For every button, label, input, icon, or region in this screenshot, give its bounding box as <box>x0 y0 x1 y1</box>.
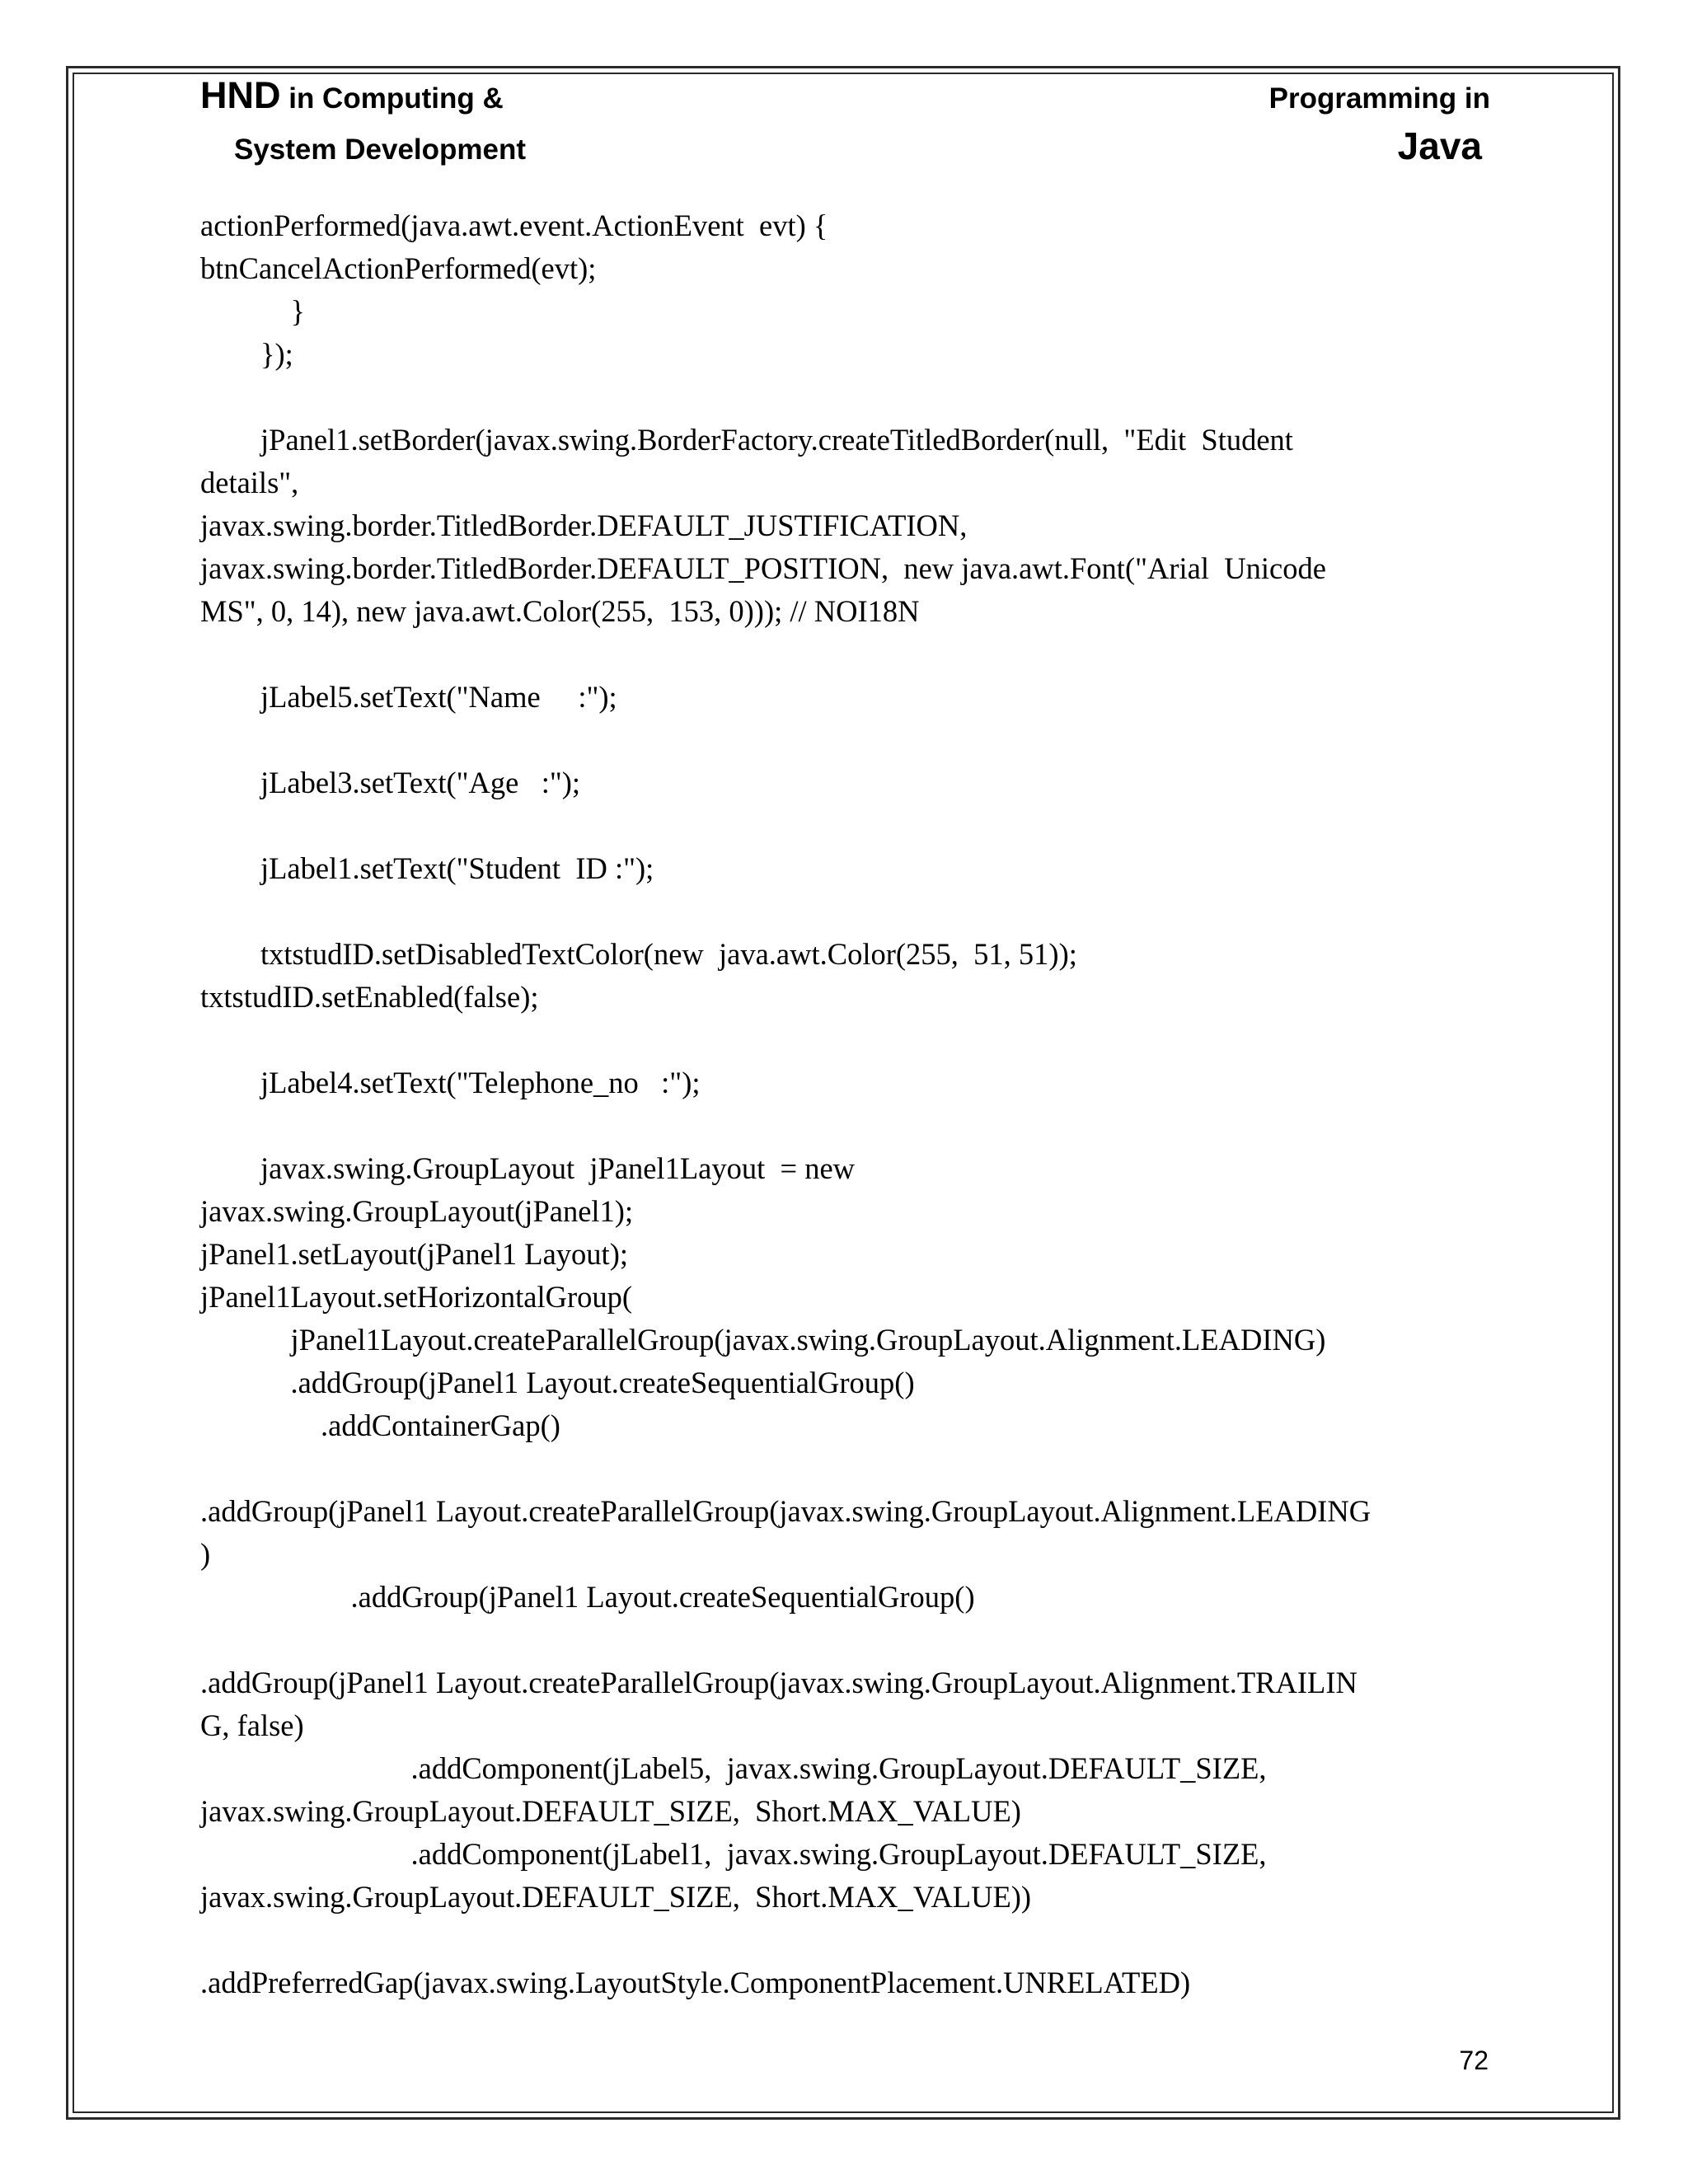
code-line <box>200 1919 1486 1961</box>
code-line: javax.swing.border.TitledBorder.DEFAULT_POSITION, new java.awt.Font("Arial Unicode <box>200 551 1326 585</box>
code-line: jPanel1.setLayout(jPanel1 Layout); <box>200 1237 628 1271</box>
code-line: jPanel1Layout.createParallelGroup(javax.swing.GroupLayout.Alignment.LEADING) <box>200 1323 1326 1357</box>
code-line: jLabel5.setText("Name :"); <box>200 680 617 714</box>
code-line: .addComponent(jLabel1, javax.swing.GroupLayout.DEFAULT_SIZE, <box>200 1837 1267 1871</box>
code-line: javax.swing.GroupLayout.DEFAULT_SIZE, Short.MAX_VALUE)) <box>200 1880 1032 1914</box>
code-line: ) <box>200 1537 211 1571</box>
code-line <box>200 1104 1486 1147</box>
code-line: G, false) <box>200 1708 304 1742</box>
code-line: .addPreferredGap(javax.swing.LayoutStyle.ComponentPlacement.UNRELATED) <box>200 1966 1191 1999</box>
code-line: .addGroup(jPanel1 Layout.createParallelGroup(javax.swing.GroupLayout.Alignment.LEADING <box>200 1494 1372 1528</box>
code-line: jLabel4.setText("Telephone_no :"); <box>200 1066 701 1099</box>
code-line <box>200 1019 1486 1062</box>
code-line: jLabel1.setText("Student ID :"); <box>200 851 654 885</box>
code-line: details", <box>200 466 299 499</box>
code-line: btnCancelActionPerformed(evt); <box>200 251 597 285</box>
code-line <box>200 719 1486 762</box>
header-in-computing: in Computing & <box>280 82 504 115</box>
header-system-development: System Development <box>234 134 527 166</box>
header-hnd: HND <box>200 74 281 116</box>
code-line <box>200 376 1486 419</box>
code-line: jPanel1Layout.setHorizontalGroup( <box>200 1280 633 1314</box>
code-line: } <box>200 294 306 328</box>
code-line: txtstudID.setDisabledTextColor(new java.awt.Color(255, 51, 51)); <box>200 937 1077 971</box>
code-line: javax.swing.border.TitledBorder.DEFAULT_JUSTIFICATION, <box>200 509 968 542</box>
code-line <box>200 1619 1486 1661</box>
code-line: jPanel1.setBorder(javax.swing.BorderFactory.createTitledBorder(null, "Edit Student <box>200 423 1293 457</box>
code-line: .addGroup(jPanel1 Layout.createSequentialGroup() <box>200 1366 915 1399</box>
page-number: 72 <box>1459 2046 1489 2075</box>
code-line <box>200 890 1486 933</box>
code-line: .addGroup(jPanel1 Layout.createSequentialGroup() <box>200 1580 975 1614</box>
code-line: javax.swing.GroupLayout.DEFAULT_SIZE, Short.MAX_VALUE) <box>200 1794 1021 1828</box>
code-line: .addGroup(jPanel1 Layout.createParallelGroup(javax.swing.GroupLayout.Alignment.TRAILIN <box>200 1666 1357 1699</box>
code-line: .addContainerGap() <box>200 1408 560 1442</box>
code-line <box>200 633 1486 676</box>
code-line: txtstudID.setEnabled(false); <box>200 980 539 1014</box>
code-listing <box>200 204 1486 2004</box>
code-line: .addComponent(jLabel5, javax.swing.GroupLayout.DEFAULT_SIZE, <box>200 1751 1267 1785</box>
code-line: actionPerformed(java.awt.event.ActionEvent evt) { <box>200 209 828 242</box>
code-line: jLabel3.setText("Age :"); <box>200 766 581 799</box>
code-line: }); <box>200 337 293 371</box>
header-java: Java <box>1397 124 1482 167</box>
header-course-title <box>200 74 504 117</box>
code-line <box>200 804 1486 847</box>
code-line: javax.swing.GroupLayout(jPanel1); <box>200 1194 634 1228</box>
header-programming-in: Programming in <box>1268 82 1490 115</box>
code-line: MS", 0, 14), new java.awt.Color(255, 153, 0))); // NOI18N <box>200 594 920 628</box>
code-line <box>200 1447 1486 1490</box>
code-line: javax.swing.GroupLayout jPanel1Layout = new <box>200 1151 856 1185</box>
